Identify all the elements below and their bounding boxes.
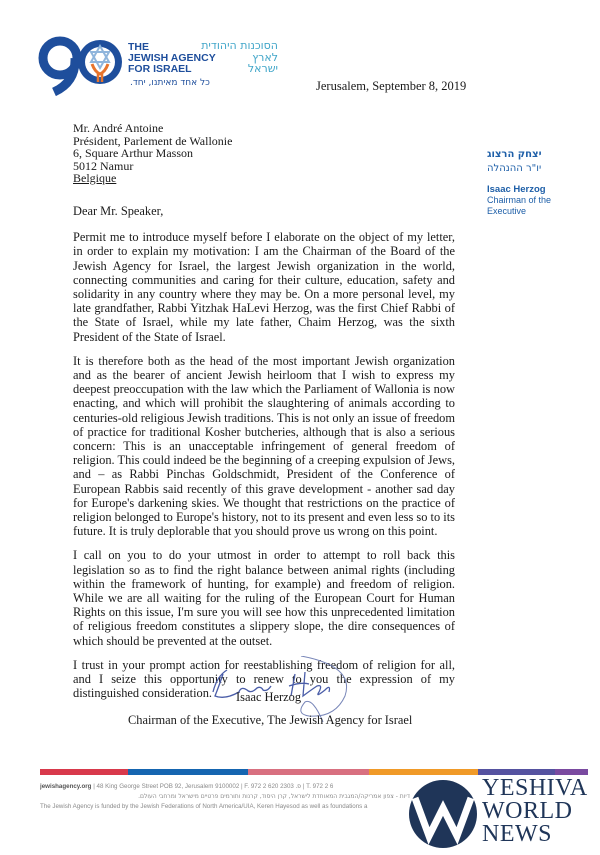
sender-sidebar bbox=[487, 149, 587, 217]
logo-english-text: THE JEWISH AGENCY FOR ISRAEL bbox=[128, 41, 216, 75]
recipient-country: Belgique bbox=[73, 171, 117, 185]
sender-name: Isaac Herzog bbox=[487, 184, 546, 195]
logo-hebrew-text: הסוכנות היהודית לארץ ישראל bbox=[201, 39, 278, 75]
recipient-address bbox=[73, 122, 232, 185]
footer-website-link[interactable]: jewishagency.org bbox=[40, 783, 92, 790]
sender-title: Chairman of the Executive bbox=[487, 195, 552, 216]
paragraph-closing: I trust in your prompt action for reestablishing freedom of religion for all, and I seize this opportunity to renew to you the expression of my distinguished consideration. bbox=[73, 657, 455, 701]
letterhead-footer bbox=[40, 782, 410, 812]
paragraph-concern: It is therefore both as the head of the most important Jewish organization and as the bearer of ancient Jewish heirloom that I wish to express my deepest preoccupation with the law which the Parliament of Wallonia is now enacting, and which will prohibit the slaughtering of animals according to centuries-old religious Jewish traditions. This is not only an issue of freedom of practice for traditional Kosher butcheries, although that is also a serious concern: This is an unacceptable infringement of general freedom of religion. This could indeed be the beginning of a creeping expulsion of Jews, and – as Rabbi Pinchas Goldschmidt, President of the Conference of European Rabbis said recently of this grave development - another sad day for Europe's darkening skies. We thought that restrictions on the practice of religion belonged to Europe's history, not to its present and even less so to its future. It is truly deplorable that you should prove us wrong on this point. bbox=[73, 353, 455, 539]
footer-address: | 48 King George Street POB 92, Jerusalem 9100002 | F. 972 2 620 2303 .פ | T. 972 2 6 bbox=[91, 783, 334, 790]
ninety-years-emblem-icon bbox=[38, 34, 128, 96]
sender-hebrew-title: יו"ר ההנהלה bbox=[487, 163, 542, 174]
stripe-segment bbox=[248, 769, 369, 775]
signer-name: Isaac Herzog bbox=[236, 690, 302, 704]
footer-contact-line bbox=[40, 782, 410, 792]
letter-date: Jerusalem, September 8, 2019 bbox=[316, 79, 467, 93]
ywn-wordmark: YESHIVA WORLD NEWS bbox=[482, 775, 588, 847]
letter-body bbox=[73, 204, 455, 711]
paragraph-introduction: Permit me to introduce myself before I elaborate on the object of my letter, in order to explain my motivation: I am the Chairman of the Board of the Jewish Agency for Israel, the largest Jewish organization in the world, connecting communities and caring for their culture, education, safety and solidarity in any country where they may be. On a more personal level, my late grandfather, Rabbi Yitzhak HaLevi Herzog, was the first Chief Rabbi of the State of Israel, while my late father, Chaim Herzog, was the sixth President of the State of Israel. bbox=[73, 230, 455, 344]
signer-title: Chairman of the Executive, The Jewish Agency for Israel bbox=[128, 713, 413, 727]
stripe-segment bbox=[128, 769, 249, 775]
recipient-name: Mr. André Antoine bbox=[73, 121, 164, 135]
logo-tagline: כל אחד מאיתנו, יחד. bbox=[130, 78, 210, 88]
salutation: Dear Mr. Speaker, bbox=[73, 204, 164, 218]
yeshiva-world-news-watermark bbox=[403, 774, 600, 850]
footer-funding-line: The Jewish Agency is funded by the Jewish Federations of North America/UIA, Keren Hayesod as well as foundations a bbox=[40, 803, 368, 810]
ywn-w-logo-icon bbox=[403, 774, 483, 850]
sender-hebrew-name: יצחק הרצוג bbox=[487, 149, 542, 160]
stripe-segment bbox=[40, 769, 128, 775]
recipient-city: 5012 Namur bbox=[73, 158, 134, 173]
footer-hebrew-line: דיות - צפון אמריקה/המגבית המאוחדת לישראל, קרן היסוד, קרנות ותורמים פרטיים מישראל ומרחבי העולם. bbox=[138, 793, 410, 800]
jewish-agency-logo bbox=[38, 34, 278, 96]
recipient-title: Président, Parlement de Wallonie bbox=[73, 133, 233, 148]
recipient-street: 6, Square Arthur Masson bbox=[73, 146, 193, 160]
paragraph-request: I call on you to do your utmost in order to attempt to roll back this legislation so as to find the right balance between animal rights (including within the framework of hunting, for example) and freedom of religion. While we are all waiting for the ruling of the European Court for Human Rights on this issue, I'm sure you will see how this unprecedented limitation of religious freedom constitutes a slippery slope, the dire consequences of which should be prevented at the outset. bbox=[73, 548, 455, 648]
